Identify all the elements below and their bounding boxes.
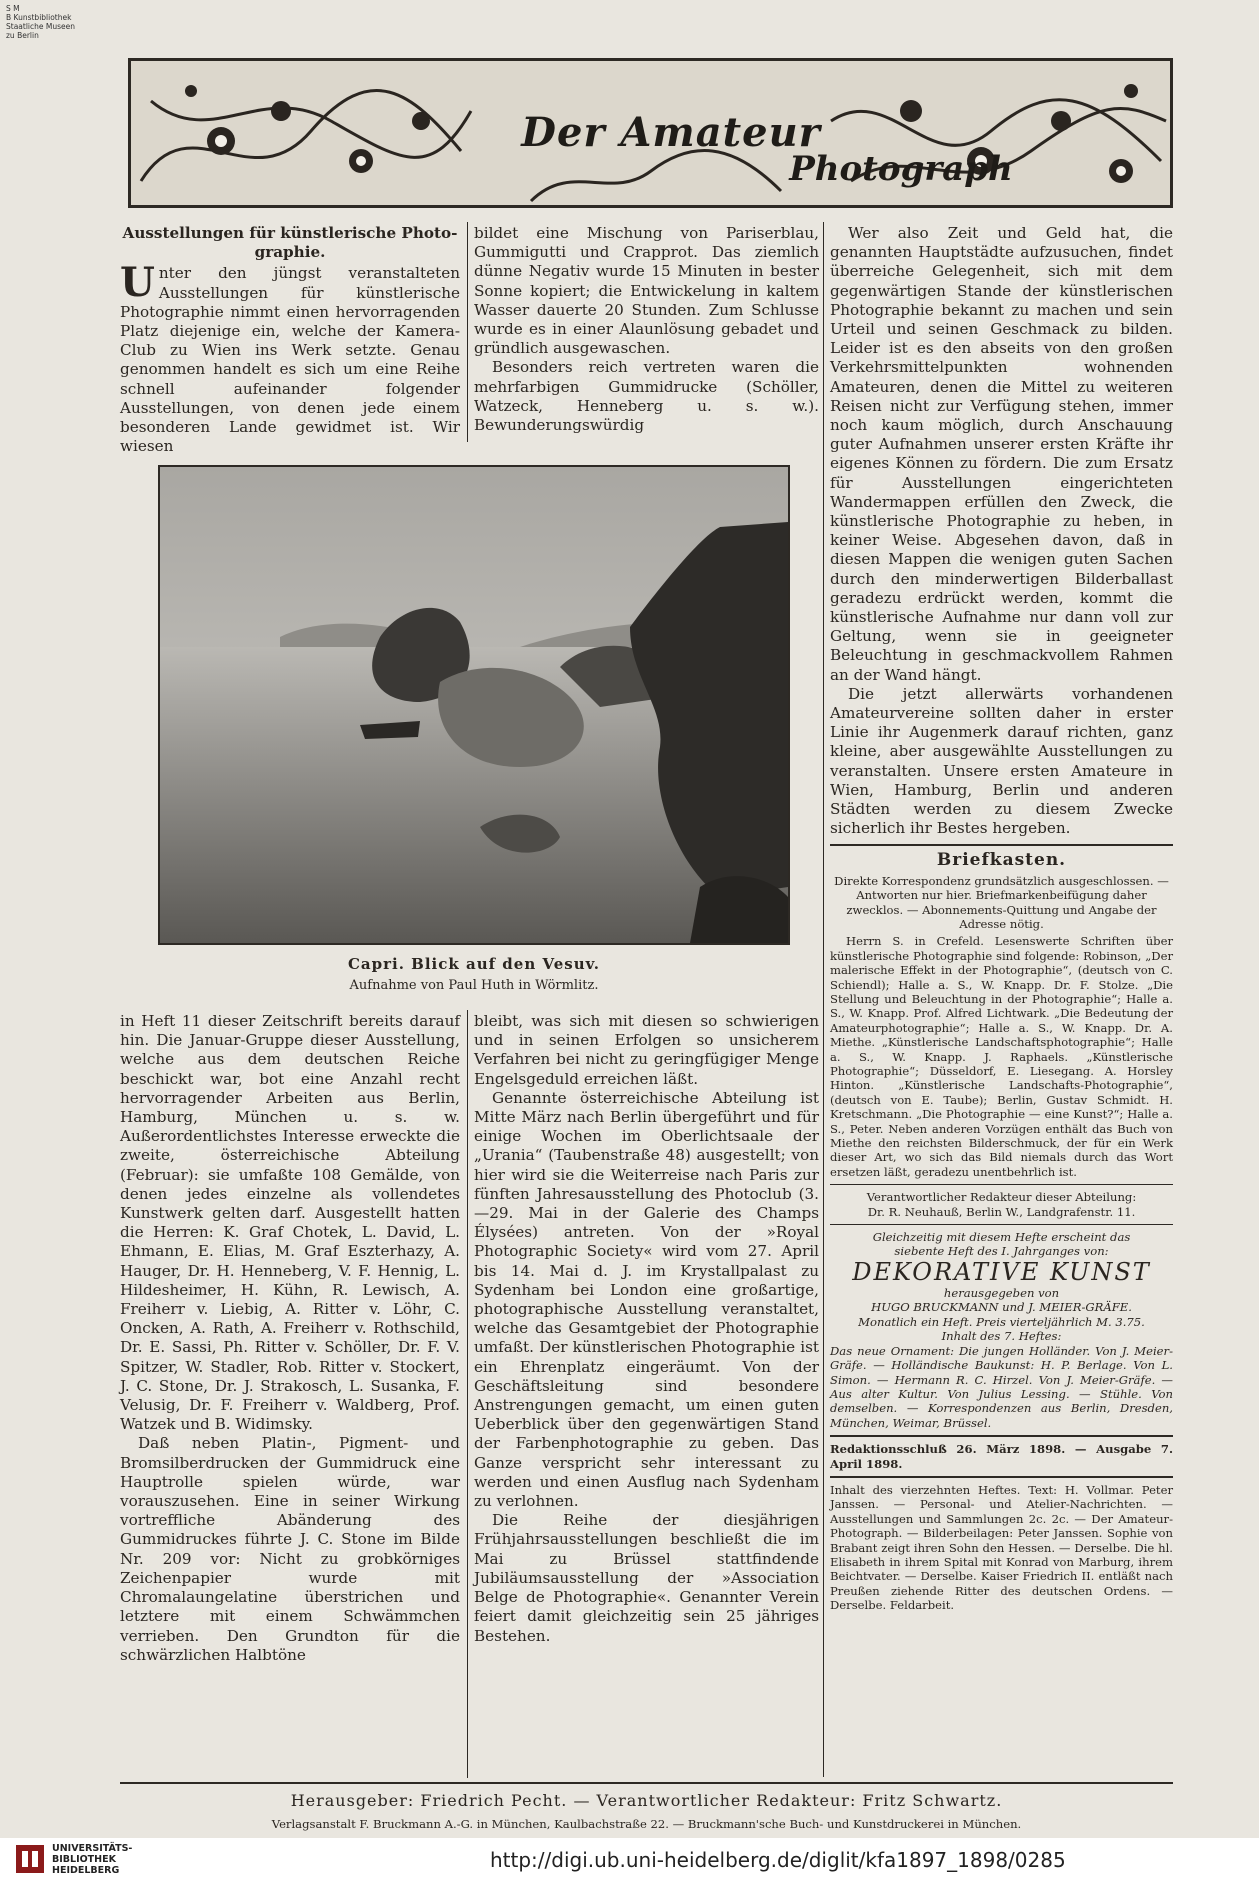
article-paragraph: Die jetzt allerwärts vorhandenen Amateurvereine sollten daher in erster Linie ihr Augenmerk darauf richten, ganz kleine, aber ausgewählte Ausstellungen zu veranstalten. Unsere ersten Amateure in Wien, Hamburg, Berlin und anderen Städten werden zu diesem Zwecke sicherlich ihr Bestes hergeben. <box>830 684 1173 838</box>
masthead <box>128 58 1173 208</box>
divider <box>830 1224 1173 1225</box>
ad-line: Inhalt des 7. Heftes: <box>941 1329 1062 1344</box>
redaktion-line: Redaktionsschluß 26. März 1898. — Ausgabe 7. April 1898. <box>830 1442 1173 1471</box>
ad-line: Gleichzeitig mit diesem Hefte erscheint das <box>872 1230 1131 1245</box>
responsible-name: Dr. R. Neuhauß, Berlin W., Landgrafenstr. 11. <box>867 1204 1136 1219</box>
briefkasten-title: Briefkasten. <box>936 849 1067 870</box>
logo-line: UNIVERSITÄTS- <box>52 1843 133 1854</box>
article-paragraph: Wer also Zeit und Geld hat, die genannten Hauptstädte aufzusuchen, findet überreiche Gelegenheit, sich mit dem gegenwärtigen Stande der künstlerischen Photographie bekannt zu machen und sein Urteil und seinen Geschmack zu bilden. Leider ist es den abseits von den großen Verkehrsmittelpunkten wohnenden Amateuren, denen die Mittel zu weiteren Reisen nicht zur Verfügung stehen, immer noch kaum möglich, durch Anschauung guter Aufnahmen unserer ersten Kräfte ihr eigenes Können zu fördern. Die zum Ersatz für Ausstellungen eingerichteten Wandermappen erfüllen den Zweck, die künstlerische Photographie zu heben, in keiner Weise. Abgesehen davon, daß in diesen Mappen die wenigen guten Sachen durch den minderwertigen Bilderballast geradezu erdrückt werden, kommt die künstlerische Aufnahme nur dann voll zur Geltung, wenn sie in geeigneter Beleuchtung in geschmackvollem Rahmen an der Wand hängt. <box>830 224 1173 684</box>
column-divider <box>823 222 824 1777</box>
article-paragraph: Die Reihe der diesjährigen Frühjahrsausstellungen beschließt die im Mai zu Brüssel stattfindende Jubiläumsausstellung der »Association Belge de Photographie«. Genannter Verein feiert damit gleichzeitig sein 25 jähriges Bestehen. <box>474 1511 819 1645</box>
footer-imprint: Verlagsanstalt F. Bruckmann A.-G. in München, Kaulbachstraße 22. — Bruckmann'sche Buch- und Kunstdruckerei in München. <box>271 1817 1022 1831</box>
drop-cap: U <box>120 259 155 307</box>
ad-line: Monatlich ein Heft. Preis vierteljährlich M. 3.75. <box>858 1314 1145 1329</box>
article-column-2-bottom <box>474 1012 819 1777</box>
responsible-label: Verantwortlicher Redakteur dieser Abteilung: <box>866 1190 1137 1205</box>
paragraph-text: nter den jüngst veranstalteten Ausstellungen für künstlerische Photographie nimmt einen hervorragenden Platz diejenige ein, welche der Kamera-Club zu Wien ins Werk setzte. Genau genommen handelt es sich um eine Reihe schnell aufeinander folgender Ausstellungen, von denen jede einem besonderen Lande gewidmet ist. Wir wiesen <box>120 264 460 456</box>
masthead-subtitle: Photograph <box>789 149 1013 189</box>
article-column-2-top <box>474 224 819 439</box>
column-divider <box>467 1010 468 1778</box>
university-logo-icon <box>14 1843 46 1875</box>
photo-image <box>160 467 788 943</box>
article-column-1-bottom <box>120 1012 460 1777</box>
article-heading: Ausstellungen für künstlerische Photo-graphie. <box>122 224 458 262</box>
briefkasten-note: Direkte Korrespondenz grundsätzlich ausgeschlossen. — Antworten nur hier. Briefmarkenbeifügung daher zwecklos. — Abonnements-Quittung und Angabe der Adresse nötig. <box>834 873 1169 931</box>
article-column-1-top <box>120 224 460 456</box>
source-url[interactable]: http://digi.ub.uni-heidelberg.de/diglit/kfa1897_1898/0285 <box>490 1848 1066 1872</box>
divider <box>830 844 1173 846</box>
article-paragraph: bleibt, was sich mit diesen so schwierigen und in seinen Erfolgen so unsicherem Verfahren bei nicht zu geringfügiger Menge Engelsgeduld erreichen läßt. <box>474 1012 819 1088</box>
article-paragraph: Genannte österreichische Abteilung ist Mitte März nach Berlin übergeführt und für einige Wochen im Oberlichtsaale der „Urania“ (Taubenstraße 48) ausgestellt; von hier wird sie die Weiterreise nach Paris zur fünften Jahresausstellung des Photoclub (3.—29. Mai in der Galerie des Champs Élysées) antreten. Von der »Royal Photographic Society« wird vom 27. April bis 14. Mai d. J. im Krystallpalast zu Sydenham bei London eine großartige, photographische Ausstellung veranstaltet, welche das Gesamtgebiet der Photographie umfaßt. Der künstlerischen Photographie ist ein Ehrenplatz eingeräumt. Von der Geschäftsleitung sind besondere Anstrengungen gemacht, um einen guten Ueberblick über den gegenwärtigen Stand der Farbenphotographie zu geben. Das Ganze verspricht sehr interessant zu werden und einen Ausflug nach Sydenham zu verlohnen. <box>474 1088 819 1511</box>
stamp-line: S M <box>6 4 20 13</box>
stamp-line: B Kunstbibliothek <box>6 13 72 22</box>
divider <box>830 1435 1173 1437</box>
stamp-line: Staatliche Museen <box>6 22 75 31</box>
photo-caption-credit: Aufnahme von Paul Huth in Wörmlitz. <box>349 978 599 993</box>
footer-publisher: Herausgeber: Friedrich Pecht. — Verantwortlicher Redakteur: Fritz Schwartz. <box>290 1791 1003 1810</box>
article-paragraph: bildet eine Mischung von Pariserblau, Gummigutti und Crapprot. Das ziemlich dünne Negativ wurde 15 Minuten in bester Sonne kopiert; die Entwickelung in kaltem Wasser dauerte 20 Stunden. Zum Schlusse wurde es in einer Alaunlösung gebadet und gründlich ausgewaschen. <box>474 224 819 358</box>
article-paragraph: Daß neben Platin-, Pigment- und Bromsilberdrucken der Gummidruck eine Hauptrolle spielen würde, war vorauszusehen. Eine in seiner Wirkung vortreffliche Abänderung des Gummidruckes führte J. C. Stone im Bilde Nr. 209 vor: Nicht zu grobkörniges Zeichenpapier wurde mit Chromalaungelatine überstrichen und letztere mit einem Schwämmchen verrieben. Den Grundton für die schwärzlichen Halbtöne <box>120 1434 460 1664</box>
article-paragraph: Besonders reich vertreten waren die mehrfarbigen Gummidrucke (Schöller, Watzeck, Henneberg u. s. w.). Bewunderungswürdig <box>474 358 819 435</box>
briefkasten-answer: Herrn S. in Crefeld. Lesenswerte Schriften über künstlerische Photographie sind folgende: Robinson, „Der malerische Effekt in der Photographie“, (deutsch von C. Schiendl); Halle a. S., W. Knapp. Dr. F. Stolze. „Die Stellung und Beleuchtung in der Photographie“; Halle a. S., W. Knapp. Prof. Alfred Lichtwark. „Die Bedeutung der Amateurphotographie“; Halle a. S., W. Knapp. Dr. A. Miethe. „Künstlerische Landschaftsphotographie“; Halle a. S., W. Knapp. J. Raphaels. „Künstlerische Photographie“; Düsseldorf, E. Liesegang. A. Horsley Hinton. „Künstlerische Landschafts-Photographie“, (deutsch von E. Taube); Berlin, Gustav Schmidt. H. Kretschmann. „Die Photographie — eine Kunst?“; Halle a. S., Peter. Neben anderen Vorzügen enthält das Buch von Miethe den reichsten Bilderschmuck, der für ein Werk dieser Art, wo sich das Bild niemals durch das Wort ersetzen läßt, geradezu unentbehrlich ist. <box>830 934 1173 1179</box>
photo-caption-title: Capri. Blick auf den Vesuv. <box>347 955 601 973</box>
university-logo-text <box>52 1843 132 1876</box>
logo-line: BIBLIOTHEK <box>52 1854 116 1865</box>
library-stamp <box>6 4 126 40</box>
ad-contents: Das neue Ornament: Die jungen Holländer. Von J. Meier-Gräfe. — Holländische Baukunst: H. P. Berlage. Von L. Simon. — Hermann R. C. Hirzel. Von J. Meier-Gräfe. — Aus alter Kultur. Von Julius Lessing. — Stühle. Von demselben. — Korrespondenzen aus Berlin, Dresden, München, Weimar, Brüssel. <box>830 1343 1173 1430</box>
ad-title: DEKORATIVE KUNST <box>852 1257 1151 1286</box>
stamp-line: zu Berlin <box>6 31 39 40</box>
divider <box>830 1184 1173 1185</box>
article-paragraph: in Heft 11 dieser Zeitschrift bereits darauf hin. Die Januar-Gruppe dieser Ausstellung, welche aus dem deutschen Reiche beschickt war, bot eine Anzahl recht hervorragender Arbeiten aus Berlin, Hamburg, München u. s. w. Außerordentlichstes Interesse erweckte die zweite, österreichische Abteilung (Februar): sie umfaßte 108 Gemälde, von denen jedes einzelne als vollendetes Kunstwerk gelten darf. Ausgestellt hatten die Herren: K. Graf Chotek, L. David, L. Ehmann, E. Elias, M. Graf Eszterhazy, A. Hauger, Dr. H. Henneberg, V. F. Hennig, L. Hildesheimer, H. Kühn, R. Lewisch, A. Freiherr v. Liebig, A. Ritter v. Löhr, C. Oncken, A. Rath, A. Freiherr v. Rothschild, Dr. E. Sassi, Ph. Ritter v. Schöller, Dr. F. V. Spitzer, W. Stadler, Rob. Ritter v. Stockert, J. C. Stone, Dr. J. Strakosch, L. Susanka, F. Velusig, Dr. F. Freiherr v. Waldberg, Prof. Watzek und B. Widimsky. <box>120 1012 460 1434</box>
ad-line: siebente Heft des I. Jahrganges von: <box>894 1244 1109 1259</box>
footer-rule <box>120 1782 1173 1784</box>
masthead-title: Der Amateur <box>521 109 821 156</box>
issue-contents: Inhalt des vierzehnten Heftes. Text: H. Vollmar. Peter Janssen. — Personal- und Atelier-Nachrichten. — Ausstellungen und Sammlungen 2c. 2c. — Der Amateur-Photograph. — Bilderbeilagen: Peter Janssen. Sophie von Brabant zeigt ihren Sohn den Hessen. — Derselbe. Die hl. Elisabeth in ihrem Spital mit Konrad von Marburg, ihrem Beichtvater. — Derselbe. Kaiser Friedrich II. entläßt nach Preußen ziehende Ritter des deutschen Ordens. — Derselbe. Feldarbeit. <box>830 1482 1173 1613</box>
photo-capri <box>158 465 790 945</box>
article-column-3 <box>830 224 1173 1777</box>
ad-line: HUGO BRUCKMANN und J. MEIER-GRÄFE. <box>871 1300 1132 1315</box>
column-divider <box>467 222 468 442</box>
ad-line: herausgegeben von <box>943 1286 1060 1301</box>
advertisement <box>830 1230 1173 1430</box>
divider <box>830 1476 1173 1478</box>
article-paragraph <box>120 259 460 456</box>
logo-line: HEIDELBERG <box>52 1865 120 1876</box>
